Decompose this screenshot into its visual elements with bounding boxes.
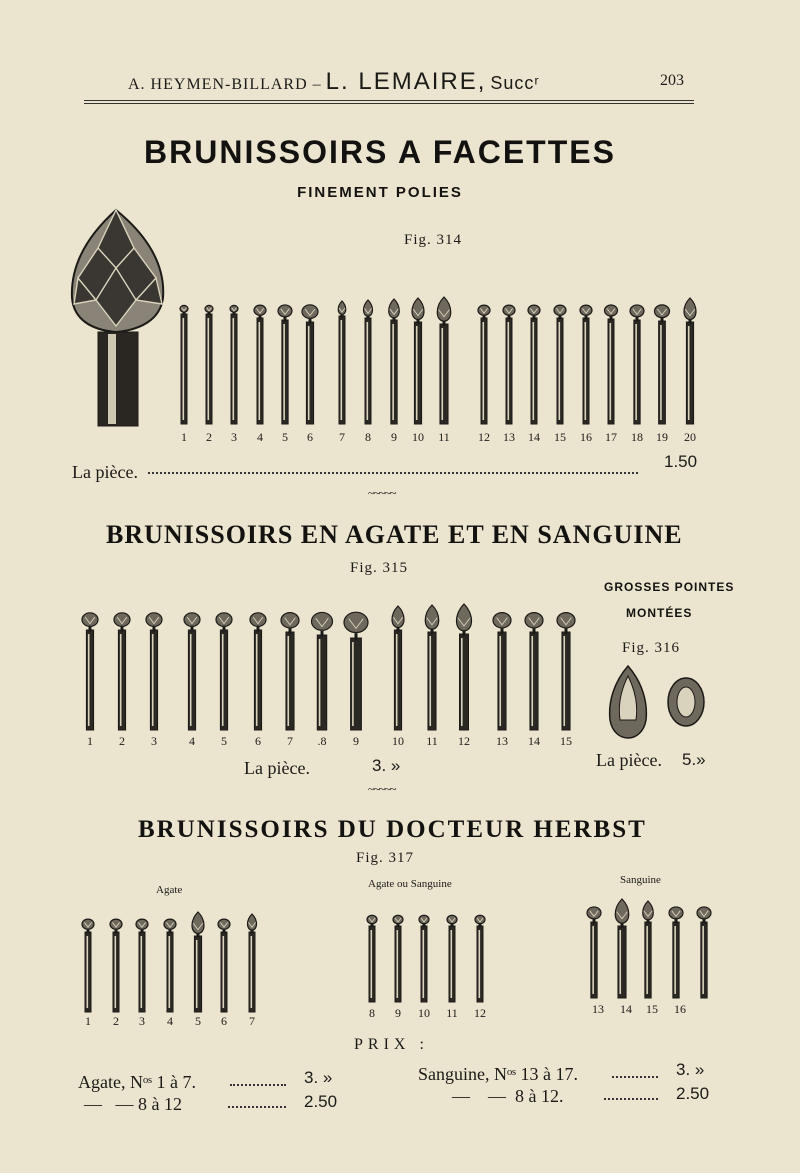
fig-317-sanguine-row: [582, 898, 717, 1002]
tool-number: 7: [339, 430, 345, 444]
running-header: [128, 68, 688, 98]
burnisher-tool: [554, 305, 566, 424]
burnisher-tool: [630, 305, 644, 424]
tool-number: 12: [474, 1006, 486, 1020]
burnisher-tool: [557, 613, 575, 730]
tool-number: 15: [646, 1002, 658, 1016]
tool-number: 8: [365, 430, 371, 444]
tool-number: 11: [446, 1006, 458, 1020]
burnisher-tool: [338, 301, 346, 424]
side-price: 5.»: [682, 750, 706, 769]
tool-number: 16: [580, 430, 592, 444]
tool-number: 5: [195, 1014, 201, 1028]
price-sanguine-2-leader: [604, 1098, 658, 1100]
burnisher-tool: [216, 613, 232, 730]
tool-number: 10: [418, 1006, 430, 1020]
tool-number: 14: [620, 1002, 632, 1016]
group-agate-sanguine-label: Agate ou Sanguine: [368, 878, 452, 890]
tool-number: 12: [458, 734, 470, 748]
price-agate-2-label: — — 8 à 12: [84, 1094, 182, 1114]
tool-number: 18: [631, 430, 643, 444]
tool-number: 12: [478, 430, 490, 444]
section3-title: BRUNISSOIRS DU DOCTEUR HERBST: [138, 816, 647, 843]
burnisher-tool: [164, 919, 176, 1012]
tool-number: 9: [353, 734, 359, 748]
burnisher-tool: [425, 605, 439, 730]
tool-number: 2: [113, 1014, 119, 1028]
fig-317-agate-numbers: [76, 1014, 266, 1032]
fig-317-agate-row: [76, 910, 266, 1014]
tool-number: 4: [167, 1014, 173, 1028]
price-sanguine-1-leader: [612, 1076, 658, 1078]
side-title-1: GROSSES POINTES: [604, 580, 735, 594]
burnisher-tool: [254, 305, 266, 424]
tool-number: 1: [181, 430, 187, 444]
burnisher-tool: [587, 907, 601, 998]
burnisher-tool: [475, 915, 485, 1002]
burnisher-tool: [437, 297, 451, 424]
tool-number: 5: [221, 734, 227, 748]
fig-317-label: Fig. 317: [356, 850, 415, 866]
section1-price-leader: [148, 472, 638, 474]
burnisher-tool: [528, 305, 540, 424]
tool-number: 15: [560, 734, 572, 748]
burnisher-tool: [136, 919, 148, 1012]
section2-price: 3. »: [372, 756, 401, 775]
burnisher-tool: [364, 300, 373, 424]
section2-price-label: La pièce.: [244, 758, 310, 778]
burnisher-tool: [580, 305, 592, 424]
price-sanguine-1-label: Sanguine, Nᵒˢ 13 à 17.: [418, 1064, 578, 1084]
burnisher-tool: [281, 613, 299, 730]
burnisher-tool: [393, 915, 403, 1002]
price-agate-1-label: Agate, Nᵒˢ 1 à 7.: [78, 1072, 196, 1092]
publisher-left: A. HEYMEN-BILLARD –: [128, 76, 322, 93]
fig-317-agate-sanguine-numbers: [360, 1006, 495, 1024]
burnisher-tool: [447, 915, 457, 1002]
tool-number: 17: [605, 430, 617, 444]
group-sanguine-label: Sanguine: [620, 874, 661, 886]
tool-number: 4: [189, 734, 195, 748]
burnisher-tool: [344, 612, 368, 730]
tool-number: 13: [592, 1002, 604, 1016]
fig-314-burnisher-row: [170, 292, 710, 428]
fig-315-label: Fig. 315: [350, 560, 409, 576]
tool-number: 9: [391, 430, 397, 444]
burnisher-tool: [205, 305, 213, 424]
burnisher-tool: [312, 612, 333, 730]
tool-number: 1: [85, 1014, 91, 1028]
burnisher-tool: [412, 298, 424, 424]
tool-number: 7: [249, 1014, 255, 1028]
tool-number: 1: [87, 734, 93, 748]
burnisher-tool: [82, 613, 98, 730]
fig-316-label: Fig. 316: [622, 640, 681, 656]
page-number: 203: [660, 72, 684, 89]
fig-315-numbers: [76, 734, 586, 752]
tool-number: 19: [656, 430, 668, 444]
side-title-2: MONTÉES: [626, 606, 693, 620]
tool-number: 7: [287, 734, 293, 748]
burnisher-tool: [248, 914, 257, 1012]
tool-number: 6: [307, 430, 313, 444]
tool-number: 15: [554, 430, 566, 444]
burnisher-tool: [605, 305, 618, 424]
fig-316-illustration: [608, 662, 708, 742]
burnisher-tool: [389, 299, 400, 424]
burnisher-tool: [697, 907, 711, 998]
tool-number: 20: [684, 430, 696, 444]
burnisher-tool: [250, 613, 266, 730]
burnisher-tool: [180, 305, 188, 424]
burnisher-tool: [493, 613, 511, 730]
burnisher-tool: [503, 305, 515, 424]
section1-subtitle: FINEMENT POLIES: [297, 184, 463, 201]
fig-315-burnisher-row: [76, 598, 586, 730]
burnisher-tool: [643, 901, 654, 998]
tool-number: 4: [257, 430, 263, 444]
price-agate-1-value: 3. »: [304, 1068, 333, 1087]
tool-number: 3: [231, 430, 237, 444]
burnisher-tool: [192, 912, 204, 1012]
price-agate-1-leader: [230, 1084, 286, 1086]
large-faceted-burnisher-illustration: [68, 208, 168, 428]
burnisher-tool: [615, 899, 629, 998]
tool-number: 13: [503, 430, 515, 444]
tool-number: 3: [151, 734, 157, 748]
burnisher-tool: [230, 305, 238, 424]
tool-number: 8: [369, 1006, 375, 1020]
price-agate-2-leader: [228, 1106, 286, 1108]
burnisher-tool: [478, 305, 490, 424]
fig-317-sanguine-numbers: [582, 1002, 717, 1020]
fig-317-agate-sanguine-row: [360, 908, 495, 1004]
section1-price: 1.50: [664, 452, 698, 471]
tool-number: 10: [412, 430, 424, 444]
header-rule: [84, 100, 694, 104]
fig-314-label: Fig. 314: [404, 232, 463, 248]
burnisher-tool: [146, 613, 162, 730]
tool-number: 14: [528, 734, 540, 748]
price-sanguine-1-value: 3. »: [676, 1060, 705, 1079]
burnisher-tool: [184, 613, 200, 730]
tool-number: 14: [528, 430, 540, 444]
tool-number: 9: [395, 1006, 401, 1020]
tool-number: 13: [496, 734, 508, 748]
side-price-label: La pièce.: [596, 750, 662, 770]
group-agate-label: Agate: [156, 884, 183, 896]
burnisher-tool: [82, 919, 94, 1012]
burnisher-tool: [419, 915, 429, 1002]
tool-number: 10: [392, 734, 404, 748]
tool-number: .8: [317, 734, 327, 748]
burnisher-tool: [302, 305, 318, 424]
divider-squiggle-1: ~~~~~: [368, 486, 396, 500]
tool-number: 11: [426, 734, 438, 748]
burnisher-tool: [525, 613, 543, 730]
prix-label: PRIX :: [354, 1036, 429, 1053]
section1-title: BRUNISSOIRS A FACETTES: [144, 134, 616, 170]
burnisher-tool: [655, 305, 670, 424]
burnisher-tool: [367, 915, 377, 1002]
tool-number: 2: [206, 430, 212, 444]
burnisher-tool: [457, 604, 472, 730]
burnisher-tool: [114, 613, 130, 730]
tool-number: 11: [438, 430, 450, 444]
burnisher-tool: [218, 919, 230, 1012]
tool-number: 3: [139, 1014, 145, 1028]
tool-number: 5: [282, 430, 288, 444]
burnisher-tool: [110, 919, 122, 1012]
fig-314-numbers: [170, 430, 710, 448]
section2-title: BRUNISSOIRS EN AGATE ET EN SANGUINE: [106, 520, 683, 549]
burnisher-tool: [392, 606, 404, 730]
tool-number: 6: [221, 1014, 227, 1028]
tool-number: 6: [255, 734, 261, 748]
tool-number: 16: [674, 1002, 686, 1016]
divider-squiggle-2: ~~~~~: [368, 782, 396, 796]
burnisher-tool: [278, 305, 292, 424]
publisher-main: L. LEMAIRE,: [325, 68, 487, 95]
price-agate-2-value: 2.50: [304, 1092, 338, 1111]
tool-number: 2: [119, 734, 125, 748]
successor: Succʳ: [490, 73, 540, 93]
price-sanguine-2-value: 2.50: [676, 1084, 710, 1103]
burnisher-tool: [669, 907, 683, 998]
price-sanguine-2-label: — — 8 à 12.: [452, 1086, 564, 1106]
section1-price-label: La pièce.: [72, 462, 138, 482]
burnisher-tool: [684, 298, 696, 424]
